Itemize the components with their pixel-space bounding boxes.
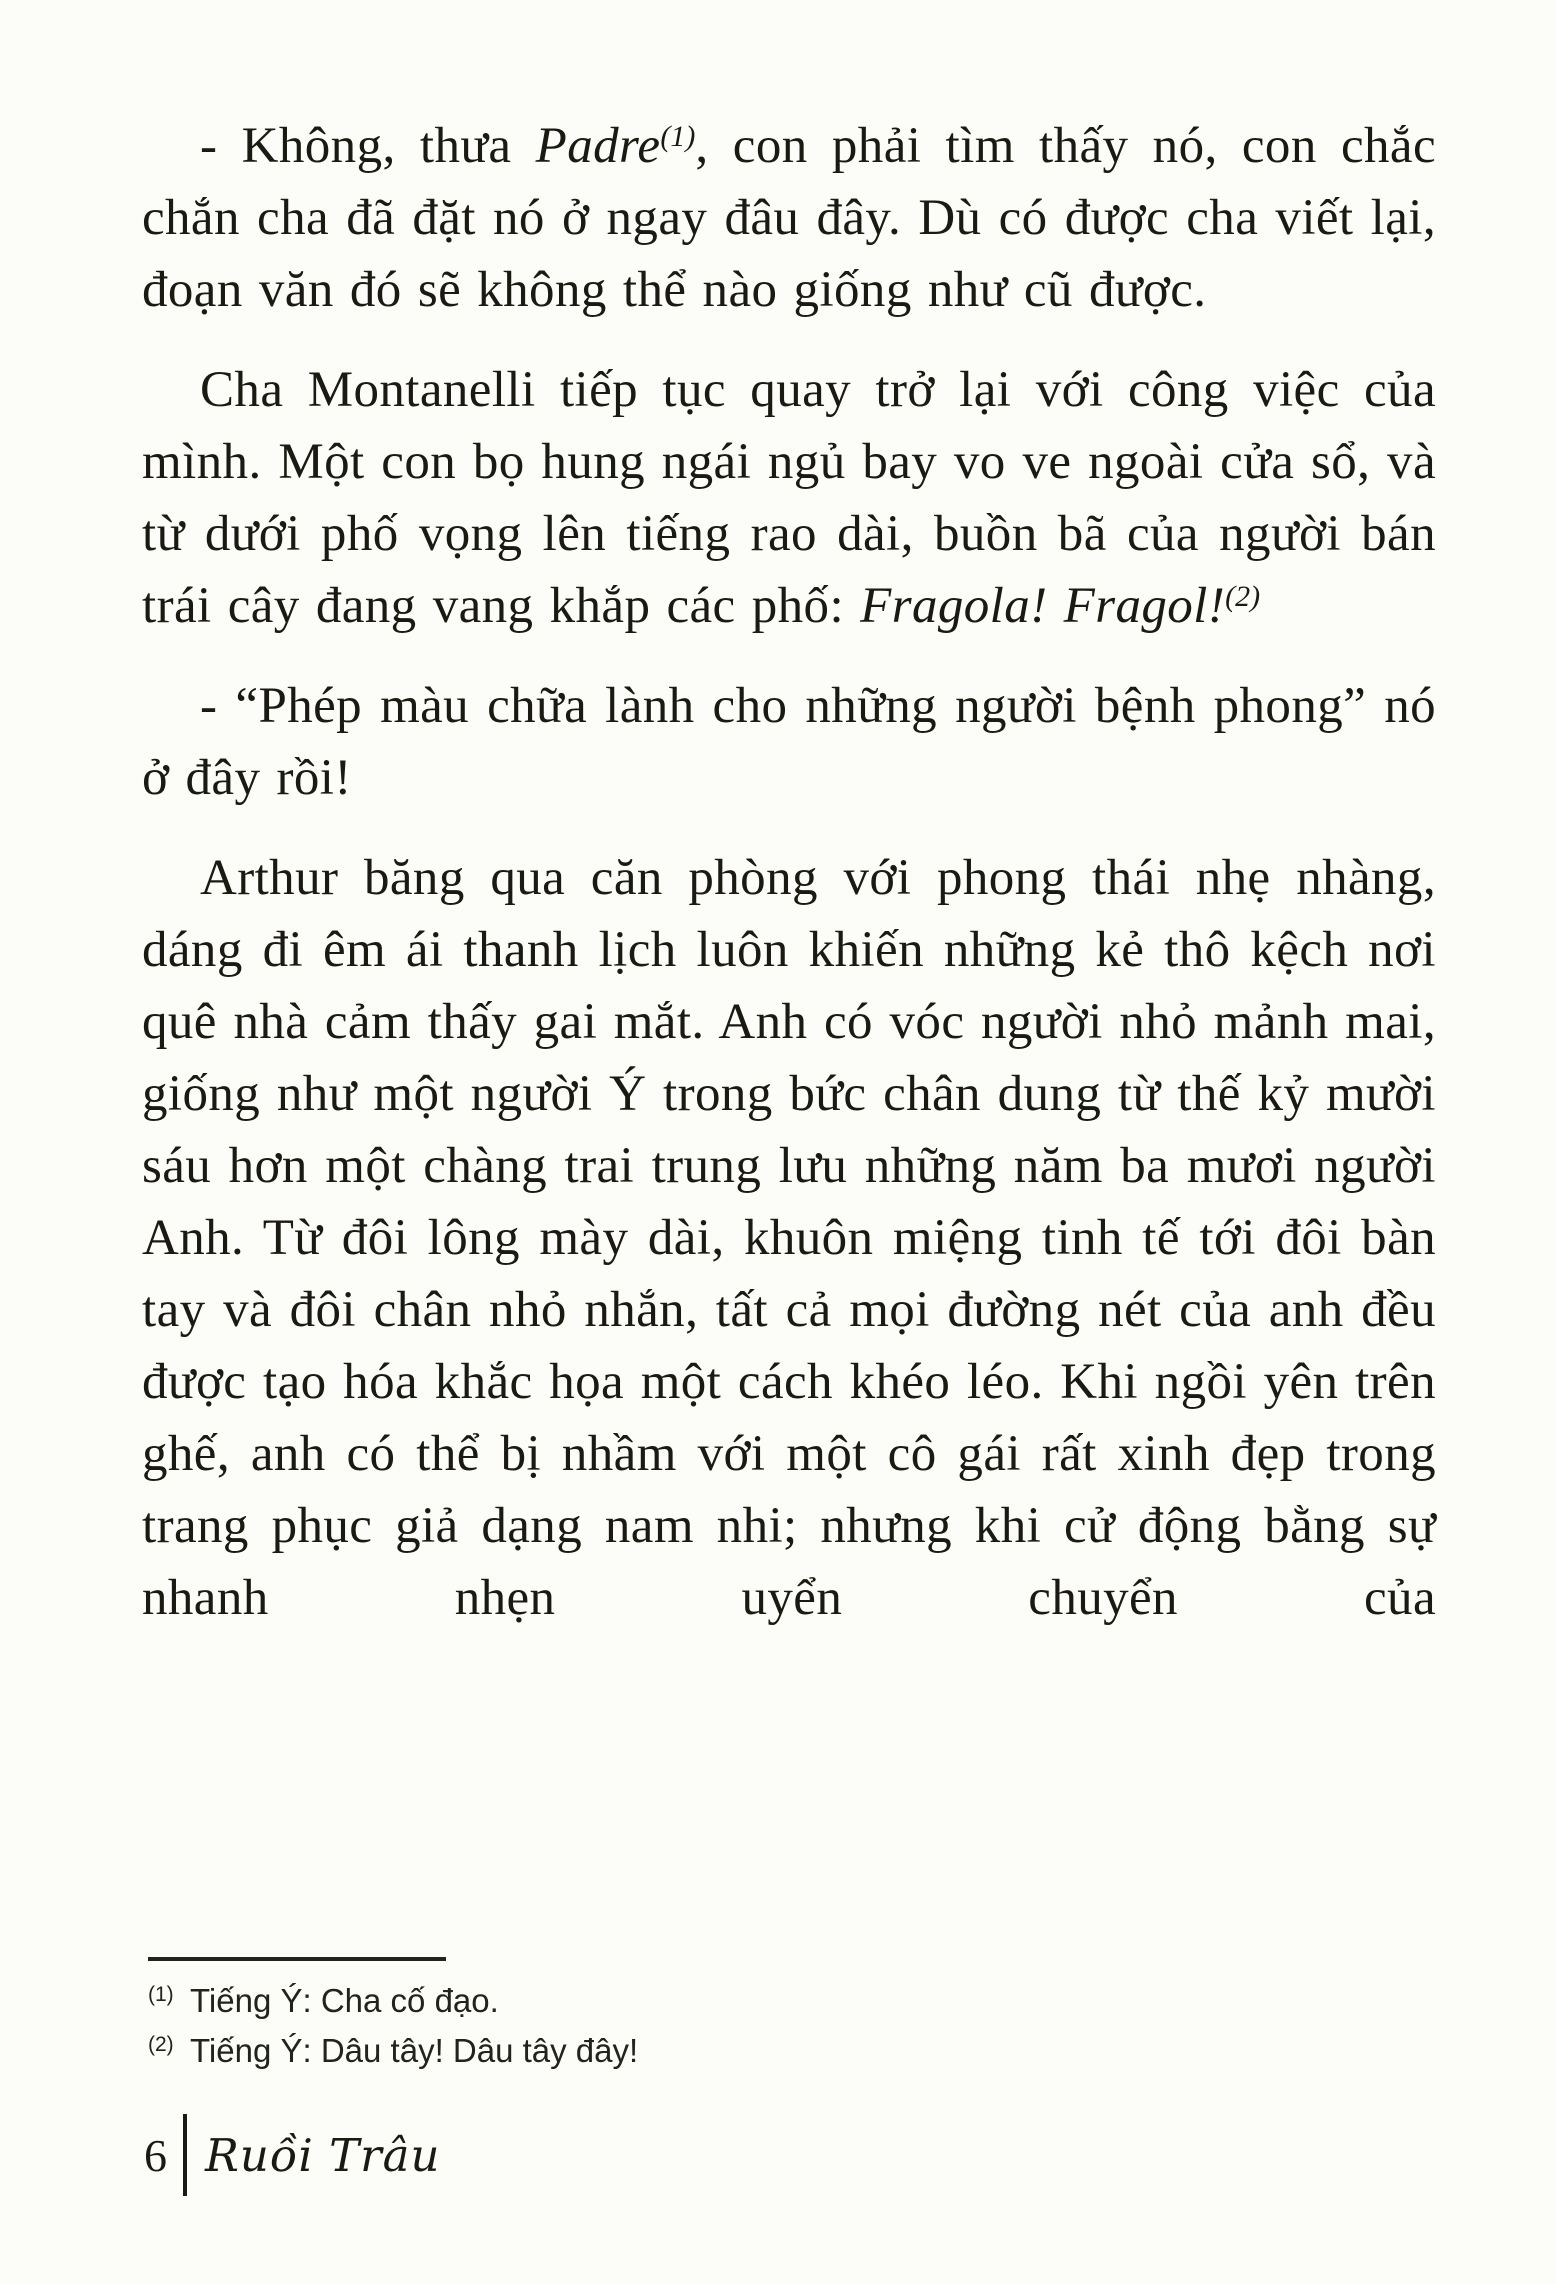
footnote-divider xyxy=(148,1957,446,1961)
paragraph-text: , con phải tìm thấy nó, con chắc chắn cha đã đặt nó ở ngay đâu đây. Dù có được cha viết lại, đoạn văn đó sẽ không thể nào giống như cũ được. xyxy=(142,118,1436,318)
footnote-text-2: Tiếng Ý: Dâu tây! Dâu tây đây! xyxy=(190,2032,639,2069)
footer-divider-bar xyxy=(183,2114,187,2196)
footnote-marker-1: (1) xyxy=(148,1983,174,2006)
book-title: Ruồi Trâu xyxy=(205,2128,441,2182)
paragraph-text: - Không, thưa xyxy=(200,118,536,174)
footnote-2 xyxy=(148,2026,1348,2076)
footnotes xyxy=(148,1976,1348,2076)
page-number: 6 xyxy=(144,2129,167,2181)
footnote-1 xyxy=(148,1976,1348,2026)
paragraph-dialogue-1 xyxy=(142,110,1436,326)
page-footer xyxy=(144,2112,440,2198)
footnote-ref-2: (2) xyxy=(1225,580,1261,614)
footnote-text-1: Tiếng Ý: Cha cố đạo. xyxy=(190,1982,499,2019)
paragraph-text: - “Phép màu chữa lành cho những người bệnh phong” nó ở đây rồi! xyxy=(142,678,1436,806)
paragraph-narrative-2 xyxy=(142,842,1436,1634)
footnote-ref-1: (1) xyxy=(660,120,696,154)
paragraph-dialogue-2 xyxy=(142,670,1436,814)
paragraph-narrative-1 xyxy=(142,354,1436,642)
paragraph-text: Cha Montanelli tiếp tục quay trở lại với công việc của mình. Một con bọ hung ngái ngủ bay vo ve ngoài cửa sổ, và từ dưới phố vọng lên tiếng rao dài, buồn bã của người bán trái cây đang vang khắp các phố: xyxy=(142,362,1436,634)
paragraph-text: Arthur băng qua căn phòng với phong thái nhẹ nhàng, dáng đi êm ái thanh lịch luôn khiến những kẻ thô kệch nơi quê nhà cảm thấy gai mắt. Anh có vóc người nhỏ mảnh mai, giống như một người Ý trong bức chân dung từ thế kỷ mười sáu hơn một chàng trai trung lưu những năm ba mươi người Anh. Từ đôi lông mày dài, khuôn miệng tinh tế tới đôi bàn tay và đôi chân nhỏ nhắn, tất cả mọi đường nét của anh đều được tạo hóa khắc họa một cách khéo léo. Khi ngồi yên trên ghế, anh có thể bị nhầm với một cô gái rất xinh đẹp trong trang phục giả dạng nam nhi; nhưng khi cử động bằng sự nhanh nhẹn uyển chuyển của xyxy=(142,850,1436,1626)
italic-term-padre: Padre xyxy=(535,118,661,174)
body-text xyxy=(142,110,1436,1662)
italic-term-fragola: Fragola! Fragol! xyxy=(860,578,1226,634)
footnote-marker-2: (2) xyxy=(148,2033,174,2056)
